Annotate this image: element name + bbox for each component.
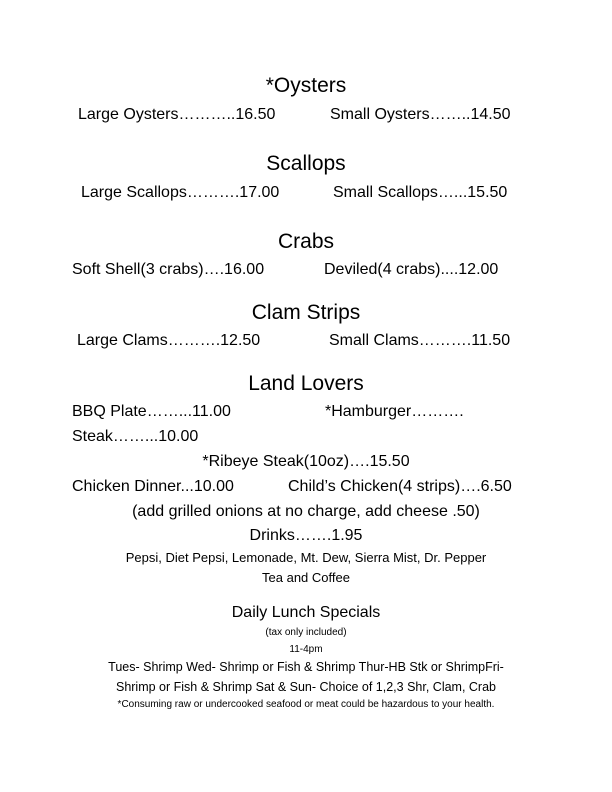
chicken-dinner-item: Chicken Dinner...10.00 bbox=[72, 478, 234, 495]
small-scallops-item: Small Scallops…...15.50 bbox=[333, 184, 508, 201]
add-ons-note: (add grilled onions at no charge, add cheese .50) bbox=[132, 503, 480, 520]
large-scallops-item: Large Scallops……….17.00 bbox=[81, 184, 280, 201]
large-oysters-item: Large Oysters………..16.50 bbox=[78, 106, 276, 123]
small-oysters-item: Small Oysters……..14.50 bbox=[330, 106, 511, 123]
lunch-hours: 11-4pm bbox=[289, 644, 323, 655]
specials-line-2: Shrimp or Fish & Shrimp Sat & Sun- Choice of 1,2,3 Shr, Clam, Crab bbox=[115, 680, 496, 694]
drinks-list-2: Tea and Coffee bbox=[262, 570, 350, 585]
drinks-list: Pepsi, Diet Pepsi, Lemonade, Mt. Dew, Sierra Mist, Dr. Pepper bbox=[125, 550, 487, 565]
tax-note: (tax only included) bbox=[265, 627, 347, 638]
ribeye-steak-item: *Ribeye Steak(10oz)….15.50 bbox=[202, 453, 410, 470]
specials-line-1: Tues- Shrimp Wed- Shrimp or Fish & Shrimp Thur-HB Stk or ShrimpFri- bbox=[108, 660, 504, 674]
drinks-heading: Drinks…….1.95 bbox=[249, 527, 363, 544]
deviled-crabs-item: Deviled(4 crabs)....12.00 bbox=[324, 261, 499, 278]
lunch-specials-heading: Daily Lunch Specials bbox=[231, 604, 381, 621]
hamburger-item: *Hamburger………. bbox=[325, 403, 464, 420]
clam-strips-heading: Clam Strips bbox=[251, 301, 361, 324]
small-clams-item: Small Clams……….11.50 bbox=[329, 332, 511, 349]
soft-shell-crabs-item: Soft Shell(3 crabs)….16.00 bbox=[72, 261, 265, 278]
childs-chicken-item: Child’s Chicken(4 strips)….6.50 bbox=[288, 478, 512, 495]
bbq-plate-item: BBQ Plate……...11.00 bbox=[72, 403, 231, 420]
crabs-heading: Crabs bbox=[277, 230, 335, 253]
land-lovers-heading: Land Lovers bbox=[248, 372, 364, 395]
oysters-heading: *Oysters bbox=[265, 74, 347, 97]
steak-item: Steak……...10.00 bbox=[72, 428, 199, 445]
scallops-heading: Scallops bbox=[266, 152, 346, 175]
health-warning: *Consuming raw or undercooked seafood or meat could be hazardous to your health. bbox=[117, 699, 495, 710]
large-clams-item: Large Clams……….12.50 bbox=[77, 332, 261, 349]
